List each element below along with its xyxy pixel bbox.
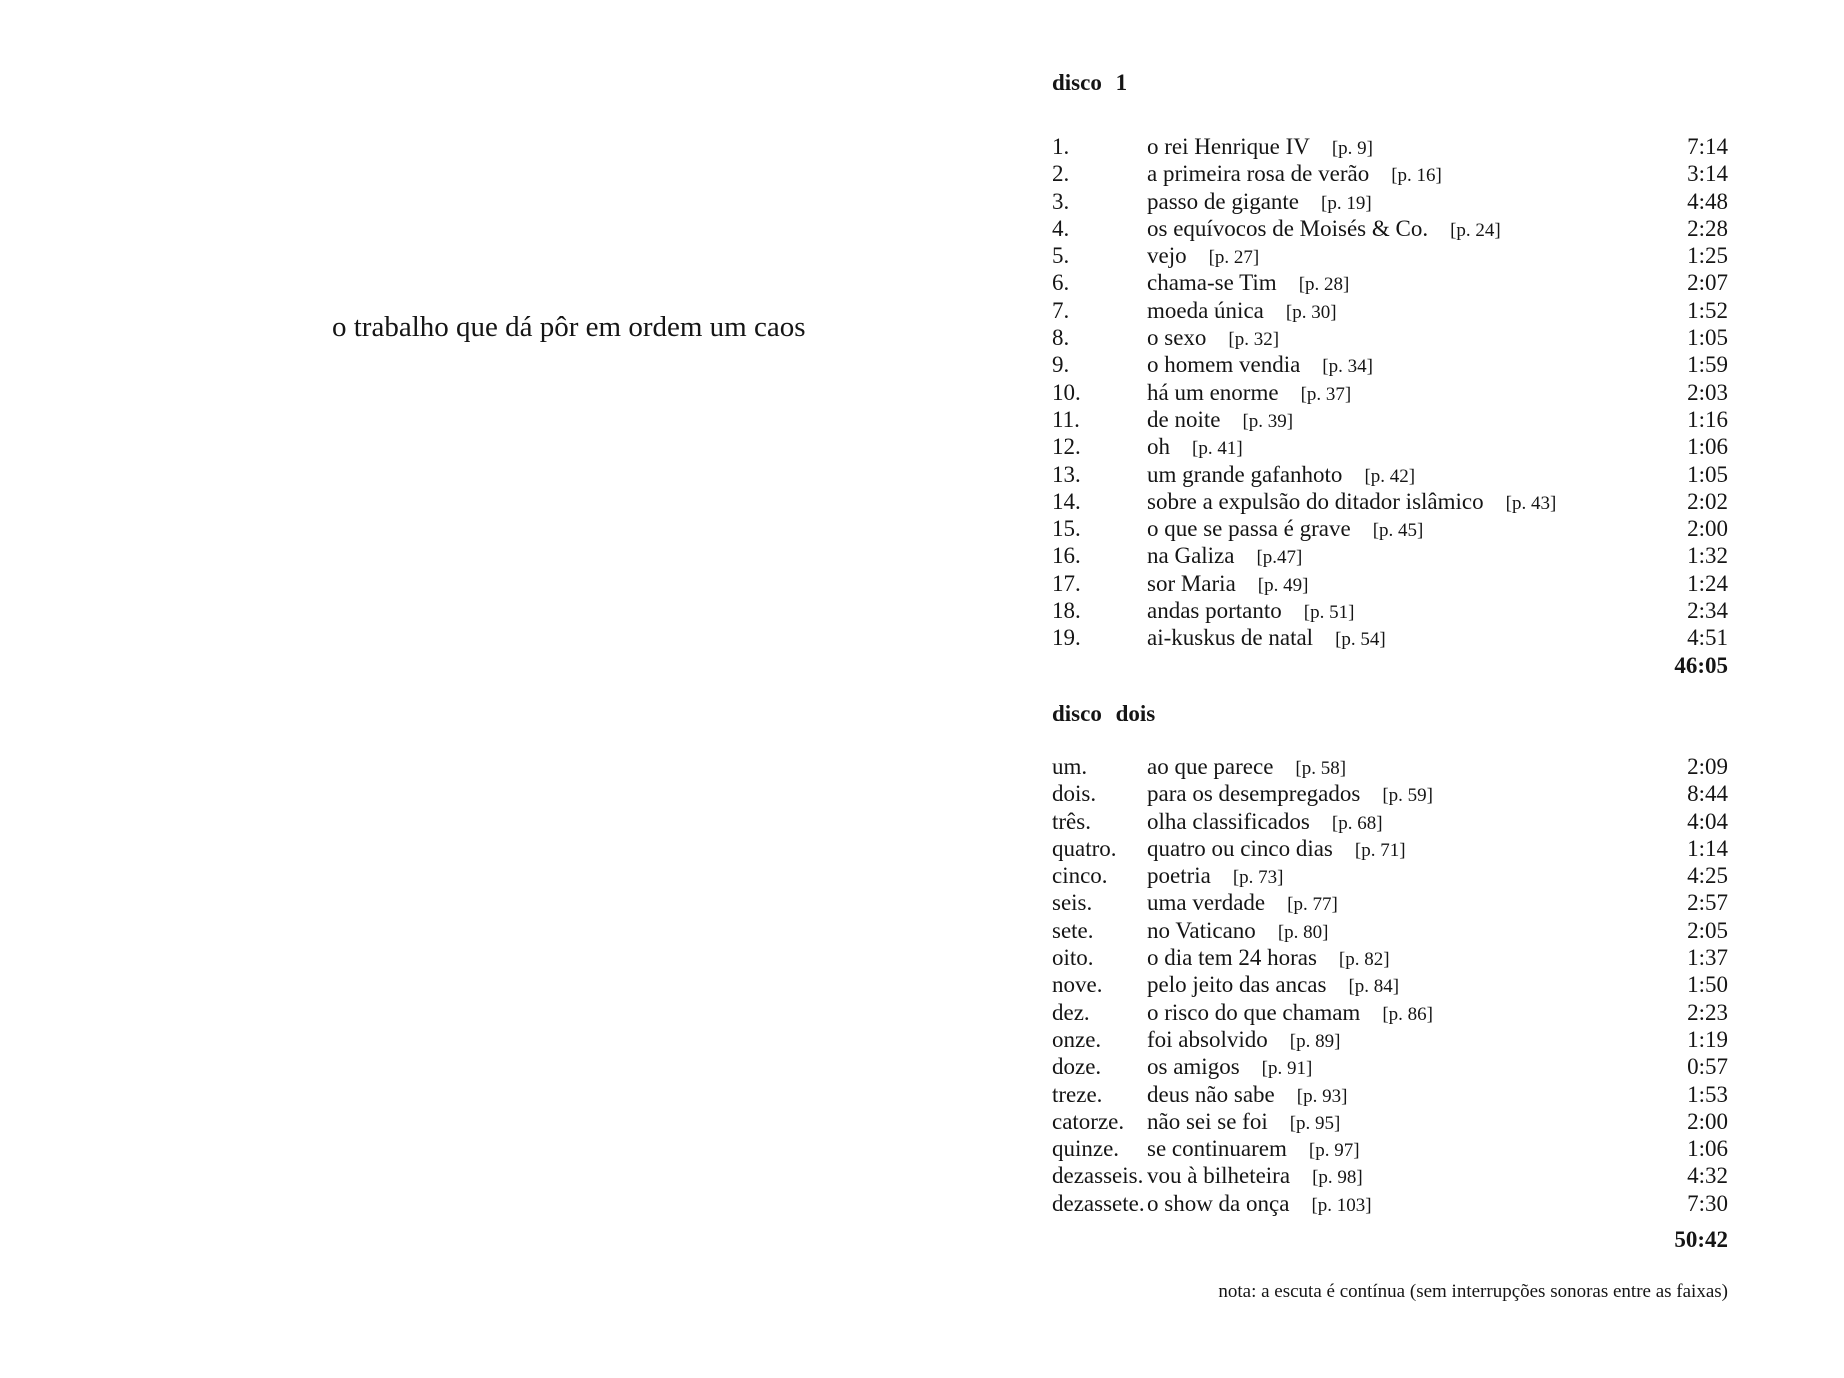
track-duration: 2:05 bbox=[1687, 917, 1728, 943]
track-duration: 1:52 bbox=[1687, 297, 1728, 323]
track-row bbox=[1052, 1026, 1728, 1053]
track-number: 3. bbox=[1052, 188, 1070, 214]
track-duration: 1:25 bbox=[1687, 243, 1728, 269]
track-row bbox=[1052, 971, 1728, 998]
track-title-cell bbox=[1147, 835, 1687, 864]
track-number: seis. bbox=[1052, 890, 1093, 916]
track-page-ref: [p. 16] bbox=[1391, 165, 1442, 187]
track-title-cell bbox=[1147, 808, 1687, 837]
track-row bbox=[1052, 351, 1728, 378]
track-number: um. bbox=[1052, 754, 1088, 779]
track-title: o risco do que chamam bbox=[1147, 999, 1361, 1025]
track-title-cell bbox=[1147, 1190, 1687, 1219]
track-duration: 1:06 bbox=[1687, 1136, 1728, 1162]
track-title: foi absolvido bbox=[1147, 1026, 1268, 1052]
track-title: pelo jeito das ancas bbox=[1147, 972, 1327, 998]
track-page-ref: [p. 41] bbox=[1192, 438, 1243, 460]
track-page-ref: [p. 91] bbox=[1261, 1058, 1313, 1080]
track-title-cell bbox=[1147, 324, 1687, 353]
disc2-rows bbox=[1052, 753, 1728, 1217]
track-title: sor Maria bbox=[1147, 570, 1236, 596]
track-row bbox=[1052, 808, 1728, 835]
track-number: 2. bbox=[1052, 161, 1070, 187]
track-duration: 1:53 bbox=[1687, 1081, 1728, 1107]
track-page-ref: [p. 73] bbox=[1232, 867, 1284, 889]
track-page-ref: [p. 93] bbox=[1296, 1085, 1348, 1107]
track-duration: 1:50 bbox=[1687, 972, 1728, 998]
track-number: 17. bbox=[1052, 570, 1081, 596]
track-row bbox=[1052, 780, 1728, 807]
track-page-ref: [p. 37] bbox=[1300, 383, 1352, 405]
track-duration: 2:02 bbox=[1687, 488, 1728, 514]
track-row bbox=[1052, 242, 1728, 269]
track-title-cell bbox=[1147, 624, 1687, 653]
track-title-cell bbox=[1147, 944, 1687, 973]
track-title: vou à bilheteira bbox=[1147, 1163, 1291, 1189]
track-number: dez. bbox=[1052, 999, 1090, 1025]
track-duration: 7:30 bbox=[1687, 1190, 1728, 1216]
track-title: sobre a expulsão do ditador islâmico bbox=[1147, 488, 1484, 514]
track-title-cell bbox=[1147, 999, 1687, 1028]
track-title: um grande gafanhoto bbox=[1147, 461, 1343, 487]
track-title-cell bbox=[1147, 379, 1687, 408]
track-page-ref: [p. 27] bbox=[1208, 247, 1260, 269]
track-title: os amigos bbox=[1147, 1054, 1240, 1080]
track-page-ref: [p. 32] bbox=[1228, 329, 1280, 351]
track-row bbox=[1052, 999, 1728, 1026]
track-number: dezasseis. bbox=[1052, 1163, 1144, 1189]
track-row bbox=[1052, 133, 1728, 160]
track-page-ref: [p. 30] bbox=[1285, 301, 1337, 323]
track-duration: 2:34 bbox=[1687, 598, 1728, 624]
track-title: chama-se Tim bbox=[1147, 270, 1277, 296]
track-title-cell bbox=[1147, 215, 1687, 244]
track-number: 18. bbox=[1052, 598, 1081, 624]
track-number: 16. bbox=[1052, 543, 1081, 569]
track-title: poetria bbox=[1147, 863, 1211, 889]
track-row bbox=[1052, 597, 1728, 624]
track-page-ref: [p. 28] bbox=[1298, 274, 1350, 296]
track-row bbox=[1052, 1053, 1728, 1080]
track-row bbox=[1052, 917, 1728, 944]
track-number: oito. bbox=[1052, 945, 1094, 971]
track-number: catorze. bbox=[1052, 1108, 1125, 1134]
track-title-cell bbox=[1147, 1135, 1687, 1164]
track-title: os equívocos de Moisés & Co. bbox=[1147, 215, 1429, 241]
track-title: no Vaticano bbox=[1147, 917, 1256, 943]
disc1-heading: disco 1 bbox=[1052, 70, 1128, 95]
track-row bbox=[1052, 944, 1728, 971]
track-row bbox=[1052, 1190, 1728, 1217]
track-title: ai-kuskus de natal bbox=[1147, 625, 1314, 651]
track-title: para os desempregados bbox=[1147, 781, 1361, 807]
track-row bbox=[1052, 461, 1728, 488]
track-duration: 1:19 bbox=[1687, 1026, 1728, 1052]
track-duration: 2:07 bbox=[1687, 270, 1728, 296]
track-title: o rei Henrique IV bbox=[1147, 134, 1310, 159]
track-title-cell bbox=[1147, 188, 1687, 217]
track-row bbox=[1052, 1135, 1728, 1162]
track-title: andas portanto bbox=[1147, 598, 1282, 624]
track-title-cell bbox=[1147, 351, 1687, 380]
track-duration: 7:14 bbox=[1687, 134, 1728, 159]
track-duration: 4:51 bbox=[1687, 625, 1728, 651]
track-number: 14. bbox=[1052, 488, 1081, 514]
track-page-ref: [p. 39] bbox=[1242, 410, 1294, 432]
track-duration: 3:14 bbox=[1687, 161, 1728, 187]
track-title: o que se passa é grave bbox=[1147, 516, 1351, 542]
track-page-ref: [p. 24] bbox=[1450, 219, 1501, 241]
track-row bbox=[1052, 160, 1728, 187]
track-title-cell bbox=[1147, 433, 1687, 462]
tracklist bbox=[1052, 0, 1728, 1378]
track-title-cell bbox=[1147, 515, 1687, 544]
track-title-cell bbox=[1147, 917, 1687, 946]
track-row bbox=[1052, 753, 1728, 780]
footer-note: nota: a escuta é contínua (sem interrupções sonoras entre as faixas) bbox=[1218, 1281, 1728, 1302]
track-title: ao que parece bbox=[1147, 754, 1274, 779]
track-row bbox=[1052, 835, 1728, 862]
track-title-cell bbox=[1147, 1081, 1687, 1110]
track-row bbox=[1052, 542, 1728, 569]
track-title: uma verdade bbox=[1147, 890, 1266, 916]
track-title: moeda única bbox=[1147, 297, 1264, 323]
track-page-ref: [p. 97] bbox=[1308, 1140, 1360, 1162]
track-duration: 2:00 bbox=[1687, 516, 1728, 542]
track-title: de noite bbox=[1147, 406, 1221, 432]
track-number: quinze. bbox=[1052, 1136, 1120, 1162]
track-number: 15. bbox=[1052, 516, 1081, 542]
track-title: o dia tem 24 horas bbox=[1147, 945, 1317, 971]
track-page-ref: [p. 80] bbox=[1277, 921, 1329, 943]
track-duration: 2:23 bbox=[1687, 999, 1728, 1025]
track-title: o homem vendia bbox=[1147, 352, 1301, 378]
track-number: onze. bbox=[1052, 1026, 1102, 1052]
track-page-ref: [p. 71] bbox=[1354, 839, 1406, 861]
track-title: não sei se foi bbox=[1147, 1108, 1268, 1134]
track-page-ref: [p. 49] bbox=[1257, 574, 1309, 596]
track-row bbox=[1052, 269, 1728, 296]
track-number: 5. bbox=[1052, 243, 1070, 269]
track-title-cell bbox=[1147, 406, 1687, 435]
track-title: vejo bbox=[1147, 243, 1187, 269]
track-title-cell bbox=[1147, 542, 1687, 571]
track-row bbox=[1052, 188, 1728, 215]
track-duration: 1:24 bbox=[1687, 570, 1728, 596]
track-duration: 1:16 bbox=[1687, 406, 1728, 432]
track-page-ref: [p. 9] bbox=[1331, 138, 1374, 159]
track-page-ref: [p. 86] bbox=[1382, 1003, 1433, 1025]
track-title-cell bbox=[1147, 269, 1687, 298]
track-title: deus não sabe bbox=[1147, 1081, 1275, 1107]
disc1-total-duration: 46:05 bbox=[1674, 653, 1728, 678]
track-title-cell bbox=[1147, 160, 1687, 189]
track-row bbox=[1052, 1108, 1728, 1135]
track-number: 9. bbox=[1052, 352, 1070, 378]
track-page-ref: [p. 42] bbox=[1364, 465, 1416, 487]
track-title-cell bbox=[1147, 297, 1687, 326]
track-number: cinco. bbox=[1052, 863, 1108, 889]
track-number: 6. bbox=[1052, 270, 1070, 296]
track-row bbox=[1052, 488, 1728, 515]
disc2-total-duration: 50:42 bbox=[1674, 1227, 1728, 1252]
track-title: a primeira rosa de verão bbox=[1147, 161, 1370, 187]
track-page-ref: [p. 84] bbox=[1348, 976, 1400, 998]
track-row bbox=[1052, 1162, 1728, 1189]
track-page-ref: [p. 19] bbox=[1321, 192, 1372, 214]
track-number: 12. bbox=[1052, 434, 1081, 460]
track-title-cell bbox=[1147, 1026, 1687, 1055]
track-title-cell bbox=[1147, 597, 1687, 626]
track-title-cell bbox=[1147, 488, 1687, 517]
track-row bbox=[1052, 379, 1728, 406]
track-number: sete. bbox=[1052, 917, 1094, 943]
track-title-cell bbox=[1147, 1053, 1687, 1082]
track-page-ref: [p. 54] bbox=[1335, 629, 1386, 651]
track-title: há um enorme bbox=[1147, 379, 1279, 405]
track-number: quatro. bbox=[1052, 835, 1117, 861]
track-title-cell bbox=[1147, 971, 1687, 1000]
track-title: o sexo bbox=[1147, 325, 1207, 351]
track-number: doze. bbox=[1052, 1054, 1102, 1080]
track-title-cell bbox=[1147, 753, 1687, 782]
track-title: olha classificados bbox=[1147, 808, 1310, 834]
track-title-cell bbox=[1147, 133, 1687, 162]
track-number: dois. bbox=[1052, 781, 1097, 807]
track-page-ref: [p. 95] bbox=[1289, 1112, 1341, 1134]
track-title-cell bbox=[1147, 862, 1687, 891]
track-page-ref: [p. 89] bbox=[1289, 1030, 1341, 1052]
track-page-ref: [p. 34] bbox=[1322, 356, 1373, 378]
track-duration: 4:04 bbox=[1687, 808, 1728, 834]
track-number: três. bbox=[1052, 808, 1091, 834]
track-row bbox=[1052, 1081, 1728, 1108]
track-number: 4. bbox=[1052, 215, 1070, 241]
track-duration: 8:44 bbox=[1687, 781, 1728, 807]
track-page-ref: [p. 103] bbox=[1311, 1194, 1372, 1216]
track-duration: 1:37 bbox=[1687, 945, 1728, 971]
track-row bbox=[1052, 297, 1728, 324]
track-title-cell bbox=[1147, 780, 1687, 809]
track-row bbox=[1052, 215, 1728, 242]
track-number: treze. bbox=[1052, 1081, 1103, 1107]
track-page-ref: [p. 82] bbox=[1338, 949, 1390, 971]
track-title-cell bbox=[1147, 1108, 1687, 1137]
track-number: nove. bbox=[1052, 972, 1103, 998]
track-title: passo de gigante bbox=[1147, 188, 1300, 214]
track-number: 13. bbox=[1052, 461, 1081, 487]
track-number: dezassete. bbox=[1052, 1190, 1145, 1216]
track-row bbox=[1052, 406, 1728, 433]
track-number: 10. bbox=[1052, 379, 1081, 405]
track-page-ref: [p. 77] bbox=[1287, 894, 1338, 916]
track-duration: 2:28 bbox=[1687, 215, 1728, 241]
track-number: 19. bbox=[1052, 625, 1081, 651]
disc2-heading: disco dois bbox=[1052, 701, 1156, 726]
track-title: se continuarem bbox=[1147, 1136, 1287, 1162]
track-duration: 4:48 bbox=[1687, 188, 1728, 214]
track-title-cell bbox=[1147, 461, 1687, 490]
track-title-cell bbox=[1147, 1162, 1687, 1191]
track-page-ref: [p. 45] bbox=[1372, 520, 1424, 542]
track-title-cell bbox=[1147, 570, 1687, 599]
track-duration: 1:06 bbox=[1687, 434, 1728, 460]
track-number: 11. bbox=[1052, 406, 1080, 432]
track-duration: 0:57 bbox=[1687, 1054, 1728, 1080]
track-title: quatro ou cinco dias bbox=[1147, 835, 1333, 861]
track-duration: 1:32 bbox=[1687, 543, 1728, 569]
track-duration: 4:25 bbox=[1687, 863, 1728, 889]
track-duration: 1:05 bbox=[1687, 461, 1728, 487]
track-title: oh bbox=[1147, 434, 1170, 460]
track-row bbox=[1052, 624, 1728, 651]
track-duration: 2:03 bbox=[1687, 379, 1728, 405]
track-page-ref: [p. 98] bbox=[1312, 1167, 1363, 1189]
track-title-cell bbox=[1147, 242, 1687, 271]
track-page-ref: [p.47] bbox=[1256, 547, 1303, 569]
track-duration: 4:32 bbox=[1687, 1163, 1728, 1189]
track-number: 1. bbox=[1052, 134, 1070, 159]
track-page-ref: [p. 43] bbox=[1505, 492, 1557, 514]
track-page-ref: [p. 59] bbox=[1382, 785, 1433, 807]
track-title-cell bbox=[1147, 889, 1687, 918]
track-duration: 1:59 bbox=[1687, 352, 1728, 378]
track-row bbox=[1052, 889, 1728, 916]
page-title: o trabalho que dá pôr em ordem um caos bbox=[332, 311, 806, 343]
track-title: na Galiza bbox=[1147, 543, 1235, 569]
track-number: 7. bbox=[1052, 297, 1070, 323]
track-page-ref: [p. 68] bbox=[1331, 812, 1383, 834]
track-duration: 2:09 bbox=[1687, 754, 1728, 779]
disc1-rows bbox=[1052, 133, 1728, 652]
track-duration: 1:14 bbox=[1687, 835, 1728, 861]
track-row bbox=[1052, 515, 1728, 542]
track-row bbox=[1052, 324, 1728, 351]
track-duration: 2:00 bbox=[1687, 1108, 1728, 1134]
track-title: o show da onça bbox=[1147, 1190, 1290, 1216]
track-row bbox=[1052, 862, 1728, 889]
track-page-ref: [p. 51] bbox=[1303, 602, 1355, 624]
track-row bbox=[1052, 570, 1728, 597]
track-duration: 1:05 bbox=[1687, 325, 1728, 351]
track-duration: 2:57 bbox=[1687, 890, 1728, 916]
track-row bbox=[1052, 433, 1728, 460]
track-number: 8. bbox=[1052, 325, 1070, 351]
track-page-ref: [p. 58] bbox=[1295, 758, 1347, 779]
